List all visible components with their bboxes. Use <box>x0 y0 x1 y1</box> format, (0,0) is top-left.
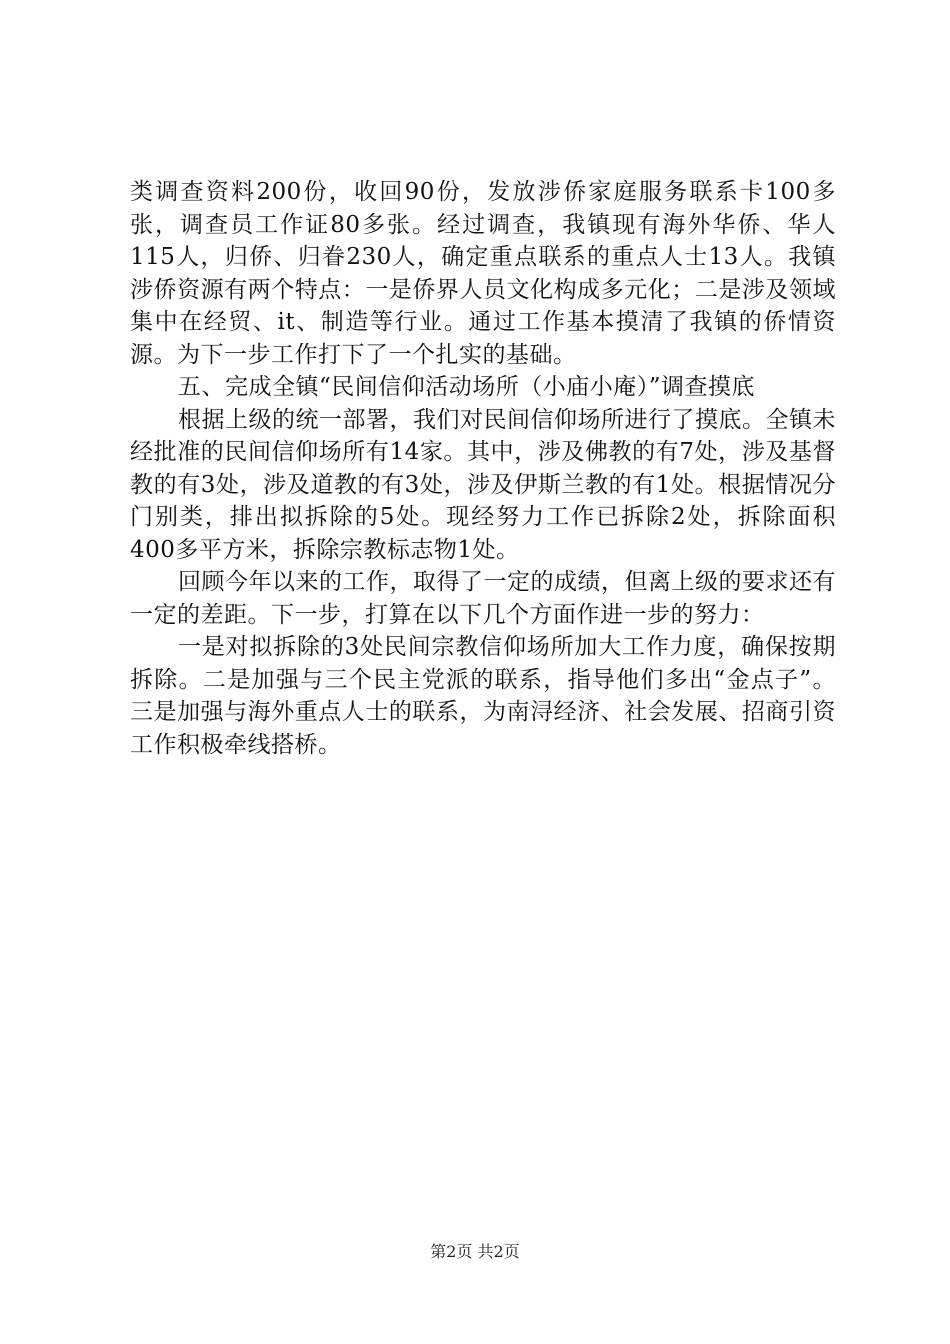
document-body <box>130 176 836 761</box>
paragraph-review: 回顾今年以来的工作，取得了一定的成绩，但离上级的要求还有一定的差距。下一步，打算在以下几个方面作进一步的努力： <box>130 569 836 628</box>
section-heading: 五、完成全镇“民间信仰活动场所（小庙小庵）”调查摸底 <box>178 374 756 400</box>
page-footer: 第2页 共2页 <box>430 1242 520 1261</box>
paragraph-next-steps: 一是对拟拆除的3处民间宗教信仰场所加大工作力度，确保按期拆除。二是加强与三个民主党派的联系，指导他们多出“金点子”。三是加强与海外重点人士的联系，为南浔经济、社会发展、招商引资工作积极牵线搭桥。 <box>130 634 836 758</box>
paragraph-survey: 根据上级的统一部署，我们对民间信仰场所进行了摸底。全镇未经批准的民间信仰场所有14家。其中，涉及佛教的有7处，涉及基督教的有3处，涉及道教的有3处，涉及伊斯兰教的有1处。根据情况分门别类，排出拟拆除的5处。现经努力工作已拆除2处，拆除面积400多平方米，拆除宗教标志物1处。 <box>130 406 836 563</box>
paragraph-continuation: 类调查资料200份，收回90份，发放涉侨家庭服务联系卡100多张，调查员工作证80多张。经过调查，我镇现有海外华侨、华人115人，归侨、归眷230人，确定重点联系的重点人士13人。我镇涉侨资源有两个特点：一是侨界人员文化构成多元化；二是涉及领域集中在经贸、it、制造等行业。通过工作基本摸清了我镇的侨情资源。为下一步工作打下了一个扎实的基础。 <box>130 179 836 368</box>
